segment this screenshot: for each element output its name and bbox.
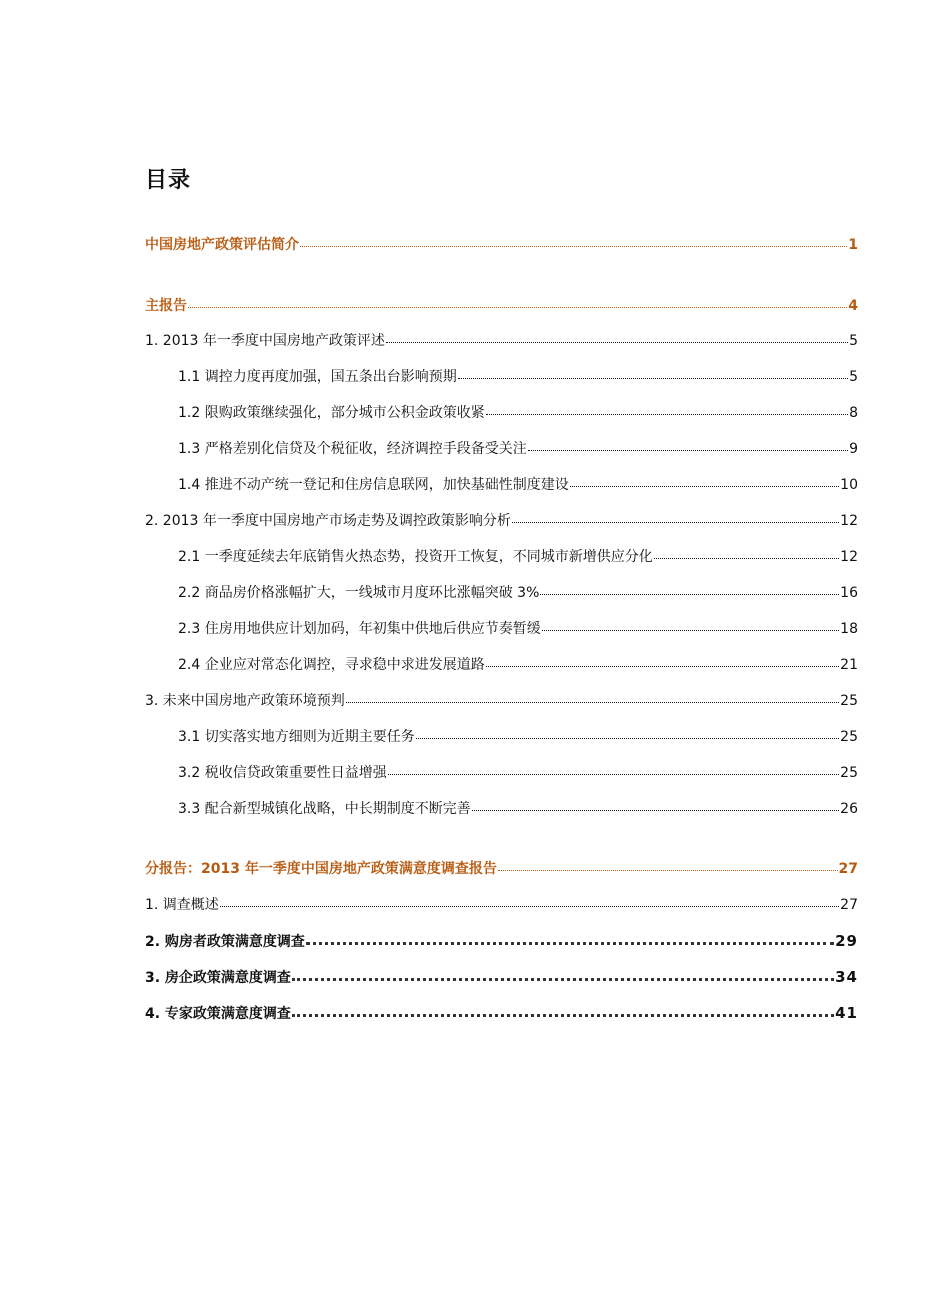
- toc-entry-ch1-3[interactable]: [178, 439, 858, 459]
- toc-entry-title: 4. 专家政策满意度调查: [145, 1006, 291, 1022]
- toc-leader-dots: [300, 235, 847, 249]
- toc-entry-sub4[interactable]: [145, 1003, 858, 1023]
- toc-entry-title: 2.3 住房用地供应计划加码，年初集中供地后供应节奏暂缓: [178, 621, 541, 637]
- toc-leader-dots: [498, 859, 838, 873]
- toc-leader-dots: [528, 439, 848, 453]
- toc-leader-dots: [654, 547, 839, 561]
- toc-leader-dots: [542, 619, 839, 633]
- toc-page-number: 1: [848, 237, 858, 253]
- toc-page-number: 25: [840, 693, 858, 709]
- toc-leader-dots: [292, 1004, 834, 1018]
- toc-entry-title: 主报告: [145, 298, 187, 314]
- toc-entry-title: 2.2 商品房价格涨幅扩大，一线城市月度环比涨幅突破 3%: [178, 585, 540, 601]
- toc-page-number: 12: [840, 513, 858, 529]
- toc-entry-ch3[interactable]: [145, 691, 858, 711]
- toc-entry-ch3-1[interactable]: [178, 727, 858, 747]
- toc-entry-ch3-2[interactable]: [178, 763, 858, 783]
- toc-leader-dots: [292, 968, 834, 982]
- toc-page-number: 34: [835, 968, 858, 986]
- toc-entry-ch1-4[interactable]: [178, 475, 858, 495]
- toc-leader-dots: [540, 583, 839, 597]
- toc-entry-title: 3.2 税收信贷政策重要性日益增强: [178, 765, 387, 781]
- toc-entry-title: 3. 房企政策满意度调查: [145, 970, 291, 986]
- toc-page-number: 27: [840, 897, 858, 913]
- toc-entry-title: 2.1 一季度延续去年底销售火热态势，投资开工恢复，不同城市新增供应分化: [178, 549, 653, 565]
- toc-page-number: 18: [840, 621, 858, 637]
- toc-page-number: 27: [838, 861, 858, 877]
- toc-entry-title: 3.1 切实落实地方细则为近期主要任务: [178, 729, 415, 745]
- toc-page-number: 9: [849, 441, 858, 457]
- toc-entry-title: 2. 2013 年一季度中国房地产市场走势及调控政策影响分析: [145, 513, 511, 529]
- toc-entry-title: 1.2 限购政策继续强化，部分城市公积金政策收紧: [178, 405, 485, 421]
- toc-entry-title: 1.1 调控力度再度加强，国五条出台影响预期: [178, 369, 457, 385]
- toc-entry-title: 1.3 严格差别化信贷及个税征收，经济调控手段备受关注: [178, 441, 527, 457]
- toc-page-number: 8: [849, 405, 858, 421]
- toc-entry-sub3[interactable]: [145, 967, 858, 987]
- toc-entry-ch2-3[interactable]: [178, 619, 858, 639]
- toc-leader-dots: [512, 511, 839, 525]
- toc-page-number: 5: [849, 369, 858, 385]
- toc-page-number: 12: [840, 549, 858, 565]
- toc-leader-dots: [486, 403, 848, 417]
- toc-entry-title: 3.3 配合新型城镇化战略，中长期制度不断完善: [178, 801, 471, 817]
- toc-leader-dots: [388, 763, 839, 777]
- toc-page-number: 10: [840, 477, 858, 493]
- toc-entry-title: 中国房地产政策评估简介: [145, 237, 299, 253]
- toc-leader-dots: [486, 655, 839, 669]
- toc-entry-ch1-1[interactable]: [178, 367, 858, 387]
- toc-leader-dots: [346, 691, 839, 705]
- toc-entry-title: 3. 未来中国房地产政策环境预判: [145, 693, 345, 709]
- toc-leader-dots: [416, 727, 839, 741]
- toc-leader-dots: [306, 932, 834, 946]
- toc-leader-dots: [188, 296, 847, 310]
- toc-entry-title: 2.4 企业应对常态化调控，寻求稳中求进发展道路: [178, 657, 485, 673]
- toc-entry-sub1[interactable]: [145, 895, 858, 915]
- toc-leader-dots: [458, 367, 848, 381]
- toc-page-number: 29: [835, 932, 858, 950]
- toc-page-number: 26: [840, 801, 858, 817]
- toc-entry-ch2[interactable]: [145, 511, 858, 531]
- toc-leader-dots: [386, 331, 848, 345]
- toc-entry-ch1[interactable]: [145, 331, 858, 351]
- toc-entry-ch2-2[interactable]: [178, 583, 858, 603]
- toc-page-number: 4: [848, 298, 858, 314]
- page-title: 目录: [145, 168, 192, 193]
- toc-entry-intro[interactable]: [145, 235, 858, 255]
- toc-leader-dots: [472, 799, 839, 813]
- toc-entry-main-report[interactable]: [145, 296, 858, 316]
- toc-page-number: 21: [840, 657, 858, 673]
- toc-entry-title: 分报告：2013 年一季度中国房地产政策满意度调查报告: [145, 861, 497, 877]
- toc-entry-ch2-4[interactable]: [178, 655, 858, 675]
- toc-leader-dots: [220, 895, 839, 909]
- toc-page-number: 25: [840, 765, 858, 781]
- toc-entry-sub2[interactable]: [145, 931, 858, 951]
- toc-entry-title: 1. 2013 年一季度中国房地产政策评述: [145, 333, 385, 349]
- toc-entry-ch3-3[interactable]: [178, 799, 858, 819]
- toc-leader-dots: [570, 475, 839, 489]
- toc-page-number: 5: [849, 333, 858, 349]
- toc-entry-sub-report[interactable]: [145, 859, 858, 879]
- toc-entry-title: 1.4 推进不动产统一登记和住房信息联网，加快基础性制度建设: [178, 477, 569, 493]
- toc-entry-ch1-2[interactable]: [178, 403, 858, 423]
- toc-entry-title: 2. 购房者政策满意度调查: [145, 934, 305, 950]
- toc-page-number: 41: [835, 1004, 858, 1022]
- toc-page-number: 16: [840, 585, 858, 601]
- toc-entry-ch2-1[interactable]: [178, 547, 858, 567]
- toc-entry-title: 1. 调查概述: [145, 897, 219, 913]
- toc-page-number: 25: [840, 729, 858, 745]
